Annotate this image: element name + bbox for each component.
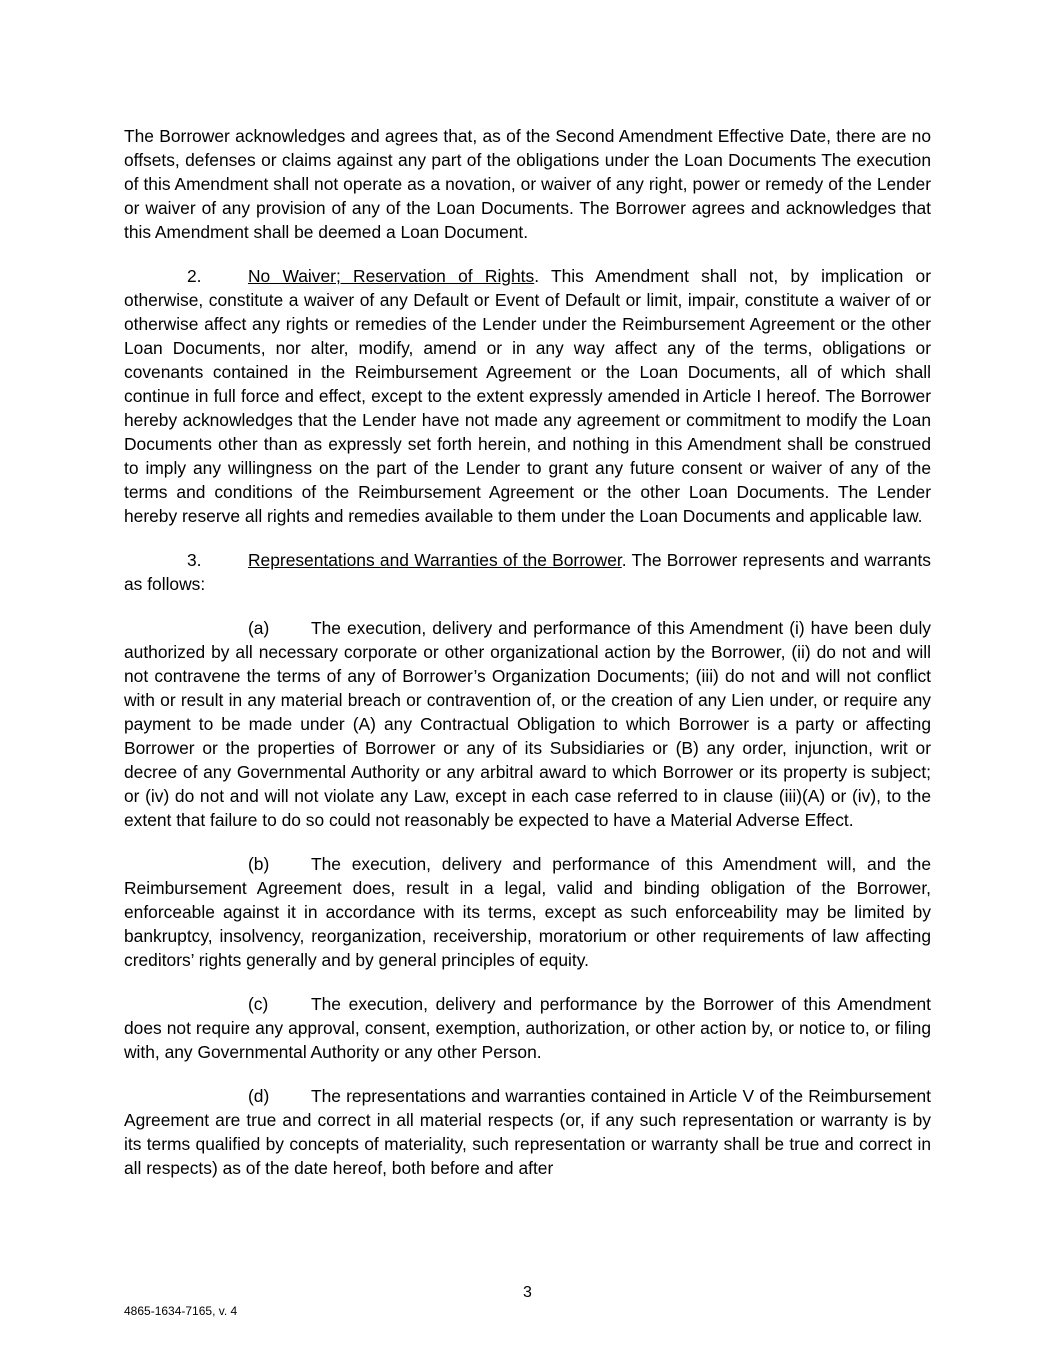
clause-b-label: (b): [248, 854, 270, 874]
page-number: 3: [523, 1284, 532, 1301]
clause-c-label: (c): [248, 994, 269, 1014]
clause-b-paragraph: [124, 852, 931, 972]
clause-a-label: (a): [248, 618, 270, 638]
section-3-number: 3.: [187, 550, 202, 570]
document-id: 4865-1634-7165, v. 4: [124, 1304, 238, 1318]
intro-paragraph: The Borrower acknowledges and agrees that, as of the Second Amendment Effective Date, there are no offsets, defenses or claims against any part of the obligations under the Loan Documents The execution of this Amendment shall not operate as a novation, or waiver of any right, power or remedy of the Lender or waiver of any provision of any of the Loan Documents. The Borrower agrees and acknowledges that this Amendment shall be deemed a Loan Document.: [124, 126, 931, 242]
clause-a-paragraph: [124, 616, 931, 832]
section-3-paragraph: [124, 548, 931, 596]
clause-a-text: The execution, delivery and performance of this Amendment (i) have been duly authorized by all necessary corporate or other organizational action by the Borrower, (ii) do not and will not contravene the terms of any of Borrower’s Organization Documents; (iii) do not and will not conflict with or result in any material breach or contravention of, or the creation of any Lien under, or require any payment to be made under (A) any Contractual Obligation to which Borrower is a party or affecting Borrower or the properties of Borrower or any of its Subsidiaries or (B) any order, injunction, writ or decree of any Governmental Authority or any arbitral award to which Borrower or its property is subject; or (iv) do not and will not violate any Law, except in each case referred to in clause (iii)(A) or (iv), to the extent that failure to do so could not reasonably be expected to have a Material Adverse Effect.: [124, 618, 931, 830]
section-2-paragraph: [124, 264, 931, 528]
document-body: [124, 124, 931, 1200]
clause-d-paragraph: [124, 1084, 931, 1180]
clause-b-text: The execution, delivery and performance of this Amendment will, and the Reimbursement Agreement does, result in a legal, valid and binding obligation of the Borrower, enforceable against it in accordance with its terms, except as such enforceability may be limited by bankruptcy, insolvency, reorganization, receivership, moratorium or other requirements of law affecting creditors’ rights generally and by general principles of equity.: [124, 854, 931, 970]
section-3-title: Representations and Warranties of the Borrower: [248, 550, 622, 570]
section-3-text: . The Borrower represents and warrants as follows:: [124, 550, 931, 594]
clause-c-text: The execution, delivery and performance by the Borrower of this Amendment does not require any approval, consent, exemption, authorization, or other action by, or notice to, or filing with, any Governmental Authority or any other Person.: [124, 994, 931, 1062]
section-2-number: 2.: [187, 266, 202, 286]
section-2-text: . This Amendment shall not, by implication or otherwise, constitute a waiver of any Default or Event of Default or limit, impair, constitute a waiver of or otherwise affect any rights or remedies of the Lender under the Reimbursement Agreement or the other Loan Documents, nor alter, modify, amend or in any way affect any of the terms, obligations or covenants contained in the Reimbursement Agreement or the Loan Documents, all of which shall continue in full force and effect, except to the extent expressly amended in Article I hereof. The Borrower hereby acknowledges that the Lender have not made any agreement or commitment to modify the Loan Documents other than as expressly set forth herein, and nothing in this Amendment shall be construed to imply any willingness on the part of the Lender to grant any future consent or waiver of any of the terms and conditions of the Reimbursement Agreement or the other Loan Documents. The Lender hereby reserve all rights and remedies available to them under the Loan Documents and applicable law.: [124, 266, 931, 526]
clause-d-label: (d): [248, 1086, 270, 1106]
clause-c-paragraph: [124, 992, 931, 1064]
section-2-title: No Waiver; Reservation of Rights: [248, 266, 535, 286]
clause-d-text: The representations and warranties contained in Article V of the Reimbursement Agreement are true and correct in all material respects (or, if any such representation or warranty is by its terms qualified by concepts of materiality, such representation or warranty shall be true and correct in all respects) as of the date hereof, both before and after: [124, 1086, 931, 1178]
